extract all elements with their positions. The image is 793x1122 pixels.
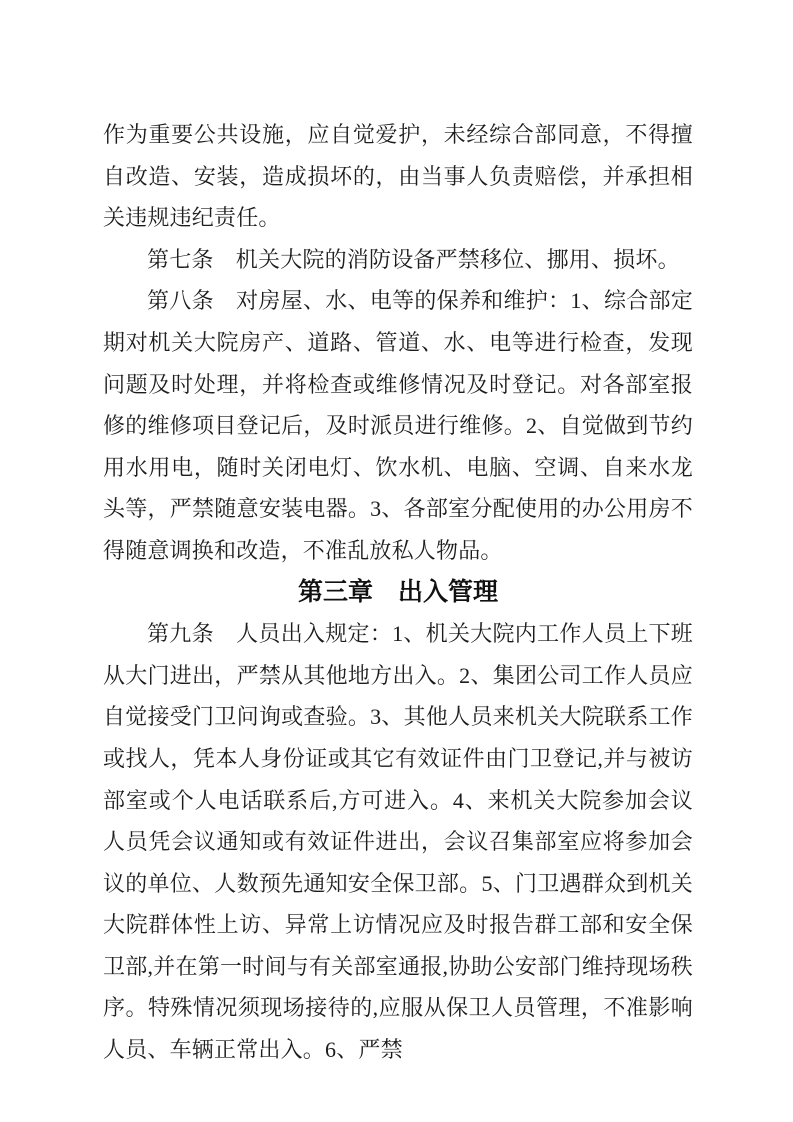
document-content — [103, 114, 693, 1071]
paragraph-continuation: 作为重要公共设施，应自觉爱护，未经综合部同意，不得擅自改造、安装，造成损坏的，由当事人负责赔偿，并承担相关违规违纪责任。 — [103, 122, 693, 231]
chapter-3-heading: 第三章 出入管理 — [297, 577, 498, 606]
article-7-paragraph: 第七条 机关大院的消防设备严禁移位、挪用、损坏。 — [147, 246, 680, 272]
article-9-paragraph: 第九条 人员出入规定：1、机关大院内工作人员上下班从大门进出，严禁从其他地方出入。2、集团公司工作人员应自觉接受门卫问询或查验。3、其他人员来机关大院联系工作或找人，凭本人身份证或其它有效证件由门卫登记,并与被访部室或个人电话联系后,方可进入。4、来机关大院参加会议人员凭会议通知或有效证件进出，会议召集部室应将参加会议的单位、人数预先通知安全保卫部。5、门卫遇群众到机关大院群体性上访、异常上访情况应及时报告群工部和安全保卫部,并在第一时间与有关部室通报,协助公安部门维持现场秩序。特殊情况须现场接待的,应服从保卫人员管理，不准影响人员、车辆正常出入。6、严禁 — [103, 621, 693, 1063]
article-8-paragraph: 第八条 对房屋、水、电等的保养和维护：1、综合部定期对机关大院房产、道路、管道、水、电等进行检查，发现问题及时处理，并将检查或维修情况及时登记。对各部室报修的维修项目登记后，及时派员进行维修。2、自觉做到节约用水用电，随时关闭电灯、饮水机、电脑、空调、自来水龙头等，严禁随意安装电器。3、各部室分配使用的办公用房不得随意调换和改造，不准乱放私人物品。 — [103, 288, 693, 563]
